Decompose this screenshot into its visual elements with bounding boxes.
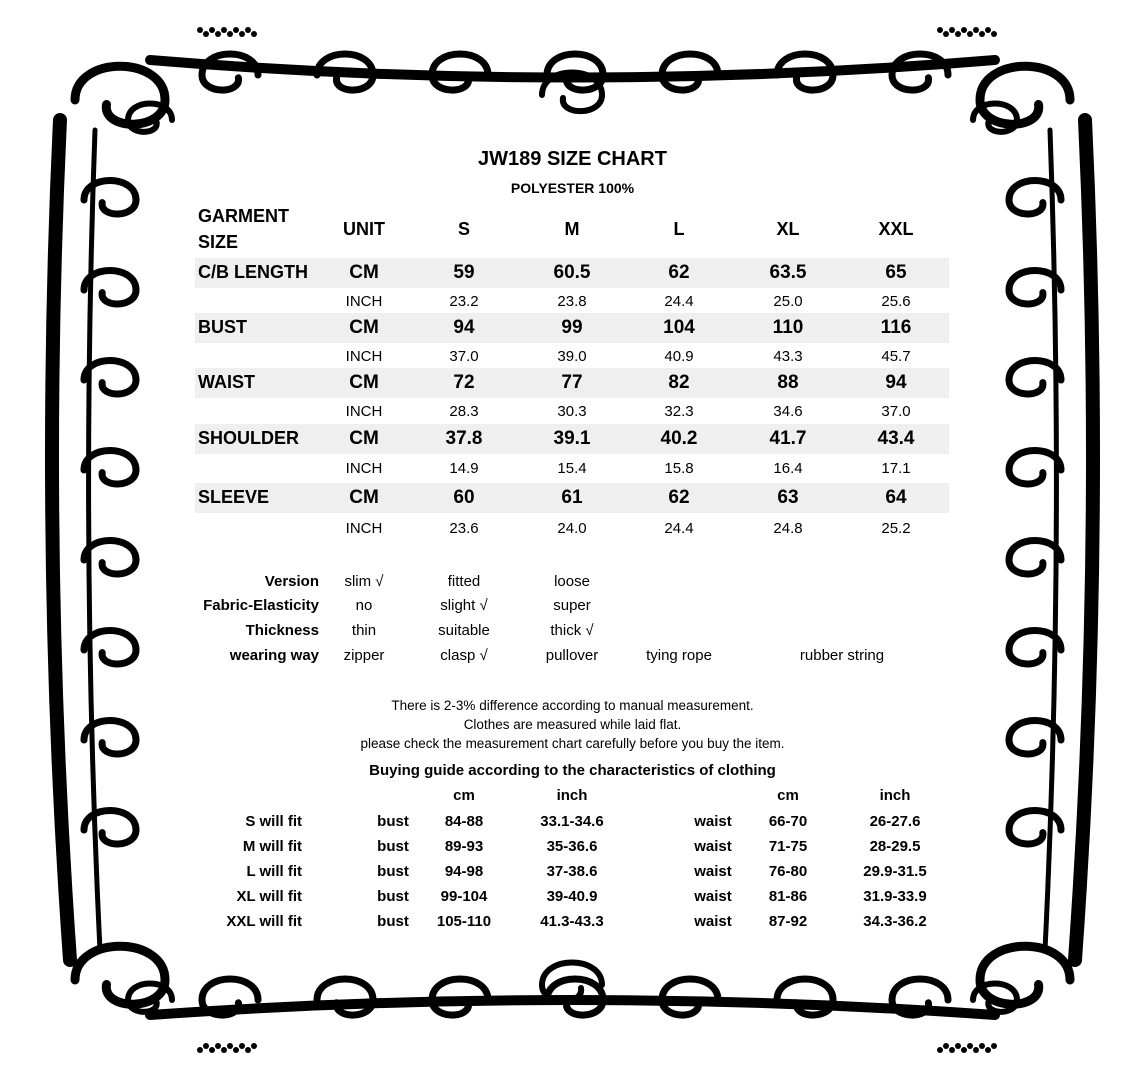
scroll-ornament xyxy=(84,811,136,844)
attr-label-version: Version xyxy=(264,573,319,590)
value-cm: 41.7 xyxy=(769,428,807,449)
ornament-dot xyxy=(227,31,233,37)
value-cm: 99 xyxy=(561,317,583,338)
note-line: please check the measurement chart carefully before you buy the item. xyxy=(360,736,785,751)
measure-label-sleeve: SLEEVE xyxy=(198,487,270,507)
guide-bust-cm: 89-93 xyxy=(444,838,484,855)
value-cm: 88 xyxy=(777,372,799,393)
attr-option: zipper xyxy=(343,647,385,664)
guide-waist-cm: 71-75 xyxy=(768,838,808,855)
unit-inch: INCH xyxy=(345,520,383,537)
value-cm: 65 xyxy=(885,262,907,283)
value-inch: 16.4 xyxy=(773,460,803,477)
value-inch: 39.0 xyxy=(557,348,587,365)
guide-row-label: L will fit xyxy=(246,863,302,880)
value-inch: 24.0 xyxy=(557,520,587,537)
value-inch: 15.8 xyxy=(664,460,694,477)
value-cm: 64 xyxy=(885,487,907,508)
ornament-dot xyxy=(251,1043,257,1049)
value-inch: 28.3 xyxy=(449,403,479,420)
ornament-dot xyxy=(937,1047,943,1053)
ornament-dot xyxy=(233,27,239,33)
value-inch: 43.3 xyxy=(773,348,803,365)
guide-waist-cm: 76-80 xyxy=(768,863,808,880)
unit-cm: CM xyxy=(349,428,379,449)
guide-bust-label: bust xyxy=(377,838,409,855)
ornament-dot xyxy=(233,1047,239,1053)
page-title: JW189 SIZE CHART xyxy=(478,148,667,170)
attr-option: tying rope xyxy=(646,647,712,664)
value-cm: 94 xyxy=(453,317,475,338)
attr-option: clasp √ xyxy=(440,647,488,664)
value-inch: 45.7 xyxy=(881,348,911,365)
value-cm: 60.5 xyxy=(553,262,591,283)
attr-option: slight √ xyxy=(440,597,488,614)
ornament-dot xyxy=(203,1043,209,1049)
unit-cm: CM xyxy=(349,372,379,393)
value-cm: 63 xyxy=(777,487,799,508)
value-cm: 60 xyxy=(453,487,475,508)
ornament-dot xyxy=(973,1047,979,1053)
scroll-ornament xyxy=(84,361,136,394)
scroll-ornament xyxy=(980,66,1070,124)
attr-option: pullover xyxy=(545,647,599,664)
size-header-xl: XL xyxy=(776,219,800,239)
value-inch: 34.6 xyxy=(773,403,803,420)
guide-bust-inch: 33.1-34.6 xyxy=(540,813,604,830)
value-cm: 72 xyxy=(453,372,475,393)
ornament-dot xyxy=(943,1043,949,1049)
attr-option: loose xyxy=(554,573,590,590)
size-header-s: S xyxy=(457,219,470,239)
attr-option: no xyxy=(355,597,373,614)
guide-row-label: XXL will fit xyxy=(226,913,302,930)
unit-inch: INCH xyxy=(345,403,383,420)
ornament-dot xyxy=(961,1047,967,1053)
scroll-ornament xyxy=(84,541,136,574)
attr-option: slim √ xyxy=(344,573,384,590)
measure-label-bust: BUST xyxy=(198,317,247,337)
note-line: There is 2-3% difference according to manual measurement. xyxy=(391,698,754,713)
value-inch: 32.3 xyxy=(664,403,694,420)
ornament-dot xyxy=(955,1043,961,1049)
guide-bust-inch: 39-40.9 xyxy=(546,888,598,905)
value-inch: 24.4 xyxy=(664,293,694,310)
ornament-dot xyxy=(967,1043,973,1049)
guide-waist-cm: 81-86 xyxy=(768,888,808,905)
ornament-dot xyxy=(245,1047,251,1053)
ornament-dot xyxy=(203,31,209,37)
value-cm: 61 xyxy=(561,487,583,508)
scroll-ornament xyxy=(1009,541,1061,574)
ornament-dot xyxy=(985,1047,991,1053)
attr-option: suitable xyxy=(438,622,490,639)
guide-waist-inch: 31.9-33.9 xyxy=(863,888,927,905)
ornament-dot xyxy=(209,1047,215,1053)
garment-size-header-line1: GARMENT xyxy=(198,206,289,226)
ornament-dot xyxy=(991,31,997,37)
scroll-ornament xyxy=(892,54,948,90)
scroll-ornament xyxy=(1009,811,1061,844)
ornament-dot xyxy=(991,1043,997,1049)
guide-header-waist-inch: inch xyxy=(879,787,911,804)
guide-header-bust-cm: cm xyxy=(453,787,475,804)
ornament-dot xyxy=(215,31,221,37)
ornament-dot xyxy=(221,1047,227,1053)
guide-header-waist-cm: cm xyxy=(777,787,799,804)
scroll-ornament xyxy=(84,451,136,484)
ornament-dot xyxy=(251,31,257,37)
attr-option: rubber string xyxy=(799,647,885,664)
scroll-ornament xyxy=(75,946,165,1004)
guide-bust-cm: 99-104 xyxy=(440,888,488,905)
ornament-dot xyxy=(245,27,251,33)
ornament-dot xyxy=(967,31,973,37)
guide-waist-label: waist xyxy=(694,813,732,830)
value-inch: 24.4 xyxy=(664,520,694,537)
value-inch: 37.0 xyxy=(881,403,911,420)
ornament-dot xyxy=(973,27,979,33)
guide-row-label: S will fit xyxy=(245,813,302,830)
unit-cm: CM xyxy=(349,317,379,338)
guide-bust-cm: 105-110 xyxy=(436,913,492,930)
guide-waist-inch: 29.9-31.5 xyxy=(863,863,927,880)
ornament-dot xyxy=(227,1043,233,1049)
value-cm: 63.5 xyxy=(769,262,807,283)
value-inch: 24.8 xyxy=(773,520,803,537)
value-cm: 62 xyxy=(668,262,690,283)
guide-bust-label: bust xyxy=(377,813,409,830)
unit-cm: CM xyxy=(349,262,379,283)
unit-header: UNIT xyxy=(343,219,385,239)
attr-option: super xyxy=(553,597,591,614)
value-cm: 59 xyxy=(453,262,475,283)
attr-label-wearing-way: wearing way xyxy=(229,647,319,664)
value-cm: 37.8 xyxy=(445,428,483,449)
guide-waist-label: waist xyxy=(694,863,732,880)
guide-bust-inch: 37-38.6 xyxy=(546,863,598,880)
ornament-dot xyxy=(949,1047,955,1053)
scroll-ornament xyxy=(75,66,165,124)
ornament-dot xyxy=(937,27,943,33)
guide-waist-label: waist xyxy=(694,888,732,905)
value-inch: 23.2 xyxy=(449,293,479,310)
guide-bust-label: bust xyxy=(377,888,409,905)
ornament-dot xyxy=(197,27,203,33)
guide-bust-cm: 84-88 xyxy=(444,813,484,830)
ornament-dot xyxy=(955,31,961,37)
attr-option: fitted xyxy=(447,573,481,590)
scroll-ornament xyxy=(777,979,833,1015)
value-inch: 30.3 xyxy=(557,403,587,420)
ornament-dot xyxy=(209,27,215,33)
value-cm: 110 xyxy=(772,317,804,338)
guide-waist-inch: 34.3-36.2 xyxy=(863,913,927,930)
note-line: Clothes are measured while laid flat. xyxy=(463,717,682,732)
guide-waist-cm: 66-70 xyxy=(768,813,808,830)
value-inch: 17.1 xyxy=(881,460,911,477)
value-inch: 25.2 xyxy=(881,520,911,537)
scroll-ornament xyxy=(980,946,1070,1004)
guide-bust-label: bust xyxy=(377,863,409,880)
guide-waist-cm: 87-92 xyxy=(768,913,808,930)
value-cm: 40.2 xyxy=(660,428,698,449)
ornament-dot xyxy=(961,27,967,33)
value-cm: 39.1 xyxy=(553,428,591,449)
guide-waist-label: waist xyxy=(694,913,732,930)
ornament-dot xyxy=(949,27,955,33)
guide-header-bust-inch: inch xyxy=(556,787,588,804)
measure-label-cb-length: C/B LENGTH xyxy=(198,262,308,282)
attr-option: thin xyxy=(351,622,377,639)
guide-row-label: M will fit xyxy=(242,838,302,855)
guide-waist-label: waist xyxy=(694,838,732,855)
unit-cm: CM xyxy=(349,487,379,508)
measure-label-waist: WAIST xyxy=(198,372,255,392)
value-inch: 25.6 xyxy=(881,293,911,310)
attr-label-thickness: Thickness xyxy=(245,622,319,639)
ornament-dot xyxy=(239,31,245,37)
value-cm: 77 xyxy=(561,372,583,393)
value-inch: 14.9 xyxy=(449,460,479,477)
ornament-dot xyxy=(979,31,985,37)
ornament-dot xyxy=(239,1043,245,1049)
size-header-m: M xyxy=(564,219,580,239)
unit-inch: INCH xyxy=(345,348,383,365)
value-cm: 43.4 xyxy=(877,428,915,449)
value-inch: 25.0 xyxy=(773,293,803,310)
value-inch: 15.4 xyxy=(557,460,587,477)
ornament-dot xyxy=(943,31,949,37)
value-cm: 104 xyxy=(663,317,695,338)
unit-inch: INCH xyxy=(345,460,383,477)
unit-inch: INCH xyxy=(345,293,383,310)
value-cm: 82 xyxy=(668,372,690,393)
value-inch: 23.8 xyxy=(557,293,587,310)
guide-bust-cm: 94-98 xyxy=(444,863,484,880)
value-cm: 116 xyxy=(880,317,912,338)
ornament-dot xyxy=(979,1043,985,1049)
scroll-ornament xyxy=(1009,361,1061,394)
ornament-dot xyxy=(197,1047,203,1053)
garment-size-header-line2: SIZE xyxy=(198,232,239,252)
guide-bust-inch: 35-36.6 xyxy=(546,838,598,855)
guide-row-label: XL will fit xyxy=(236,888,302,905)
value-inch: 40.9 xyxy=(664,348,694,365)
measure-label-shoulder: SHOULDER xyxy=(198,428,300,448)
guide-waist-inch: 26-27.6 xyxy=(869,813,921,830)
ornament-dot xyxy=(985,27,991,33)
attr-option: thick √ xyxy=(550,622,594,639)
ornament-dot xyxy=(215,1043,221,1049)
size-header-xxl: XXL xyxy=(878,219,914,239)
size-header-l: L xyxy=(673,219,685,239)
buying-guide-title: Buying guide according to the characteristics of clothing xyxy=(369,762,776,779)
guide-bust-label: bust xyxy=(377,913,409,930)
scroll-ornament xyxy=(1009,451,1061,484)
ornament-dot xyxy=(221,27,227,33)
page-subtitle: POLYESTER 100% xyxy=(510,180,635,196)
guide-bust-inch: 41.3-43.3 xyxy=(540,913,604,930)
attr-label-fabric-elasticity: Fabric-Elasticity xyxy=(203,597,319,614)
value-inch: 37.0 xyxy=(449,348,479,365)
value-cm: 94 xyxy=(885,372,907,393)
guide-waist-inch: 28-29.5 xyxy=(869,838,921,855)
value-inch: 23.6 xyxy=(449,520,479,537)
value-cm: 62 xyxy=(668,487,690,508)
